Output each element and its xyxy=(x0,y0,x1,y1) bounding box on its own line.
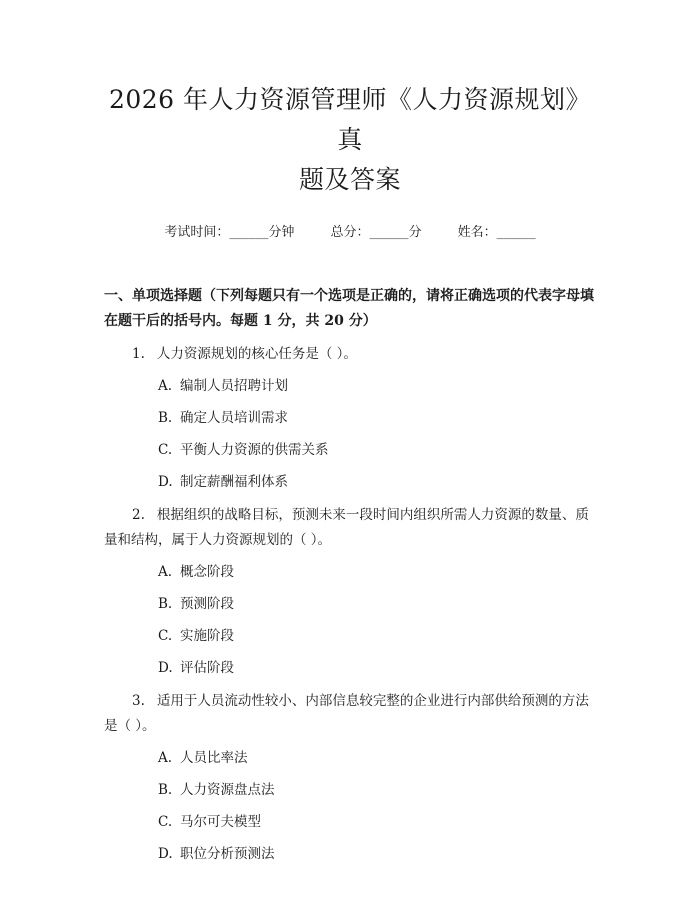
option-text: 人力资源盘点法 xyxy=(180,782,275,798)
option-letter: A. xyxy=(158,750,173,766)
question-number: 1. xyxy=(132,346,145,362)
option-text: 编制人员招聘计划 xyxy=(180,378,288,394)
question-text: 适用于人员流动性较小、内部信息较完整的企业进行内部供给预测的方法是（ ）。 xyxy=(104,693,589,734)
option-text: 制定薪酬福利体系 xyxy=(180,474,288,490)
title-line-2: 题及答案 xyxy=(298,165,401,194)
option-letter: A. xyxy=(158,564,173,580)
option-a xyxy=(158,746,596,771)
option-b xyxy=(158,406,596,431)
question-text: 根据组织的战略目标，预测未来一段时间内组织所需人力资源的数量、质量和结构，属于人力资源规划的（ ）。 xyxy=(104,507,589,548)
option-c xyxy=(158,624,596,649)
section-heading: 一、单项选择题（下列每题只有一个选项是正确的，请将正确选项的代表字母填在题干后的括号内。每题 1 分，共 20 分） xyxy=(104,288,594,329)
question-text: 人力资源规划的核心任务是（ ）。 xyxy=(156,346,357,362)
option-letter: D. xyxy=(158,474,173,490)
option-letter: C. xyxy=(158,814,173,830)
question-2 xyxy=(104,503,596,553)
question-number: 2. xyxy=(132,507,145,523)
option-c xyxy=(158,438,596,463)
option-b xyxy=(158,592,596,617)
option-b xyxy=(158,778,596,803)
option-letter: C. xyxy=(158,442,173,458)
option-letter: A. xyxy=(158,378,173,394)
option-text: 职位分析预测法 xyxy=(180,846,275,862)
option-letter: B. xyxy=(158,410,173,426)
option-letter: D. xyxy=(158,846,173,862)
option-text: 概念阶段 xyxy=(180,564,234,580)
option-d xyxy=(158,470,596,495)
exam-meta xyxy=(104,223,596,243)
option-text: 实施阶段 xyxy=(180,628,234,644)
title-line-1: 2026 年人力资源管理师《人力资源规划》真 xyxy=(108,85,592,154)
option-text: 确定人员培训需求 xyxy=(180,410,288,426)
question-1 xyxy=(104,342,596,367)
exam-time: 考试时间：______分钟 xyxy=(164,225,295,240)
option-letter: D. xyxy=(158,660,173,676)
option-text: 预测阶段 xyxy=(180,596,234,612)
option-letter: B. xyxy=(158,596,173,612)
option-a xyxy=(158,560,596,585)
option-text: 评估阶段 xyxy=(180,660,234,676)
option-text: 平衡人力资源的供需关系 xyxy=(180,442,329,458)
option-text: 马尔可夫模型 xyxy=(180,814,261,830)
option-letter: C. xyxy=(158,628,173,644)
option-c xyxy=(158,810,596,835)
document-title xyxy=(104,0,596,200)
option-letter: B. xyxy=(158,782,173,798)
question-3 xyxy=(104,689,596,739)
option-a xyxy=(158,374,596,399)
question-number: 3. xyxy=(132,693,145,709)
option-d xyxy=(158,842,596,867)
exam-name: 姓名：______ xyxy=(457,225,536,240)
option-text: 人员比率法 xyxy=(180,750,248,766)
option-d xyxy=(158,656,596,681)
exam-score: 总分：______分 xyxy=(330,225,422,240)
